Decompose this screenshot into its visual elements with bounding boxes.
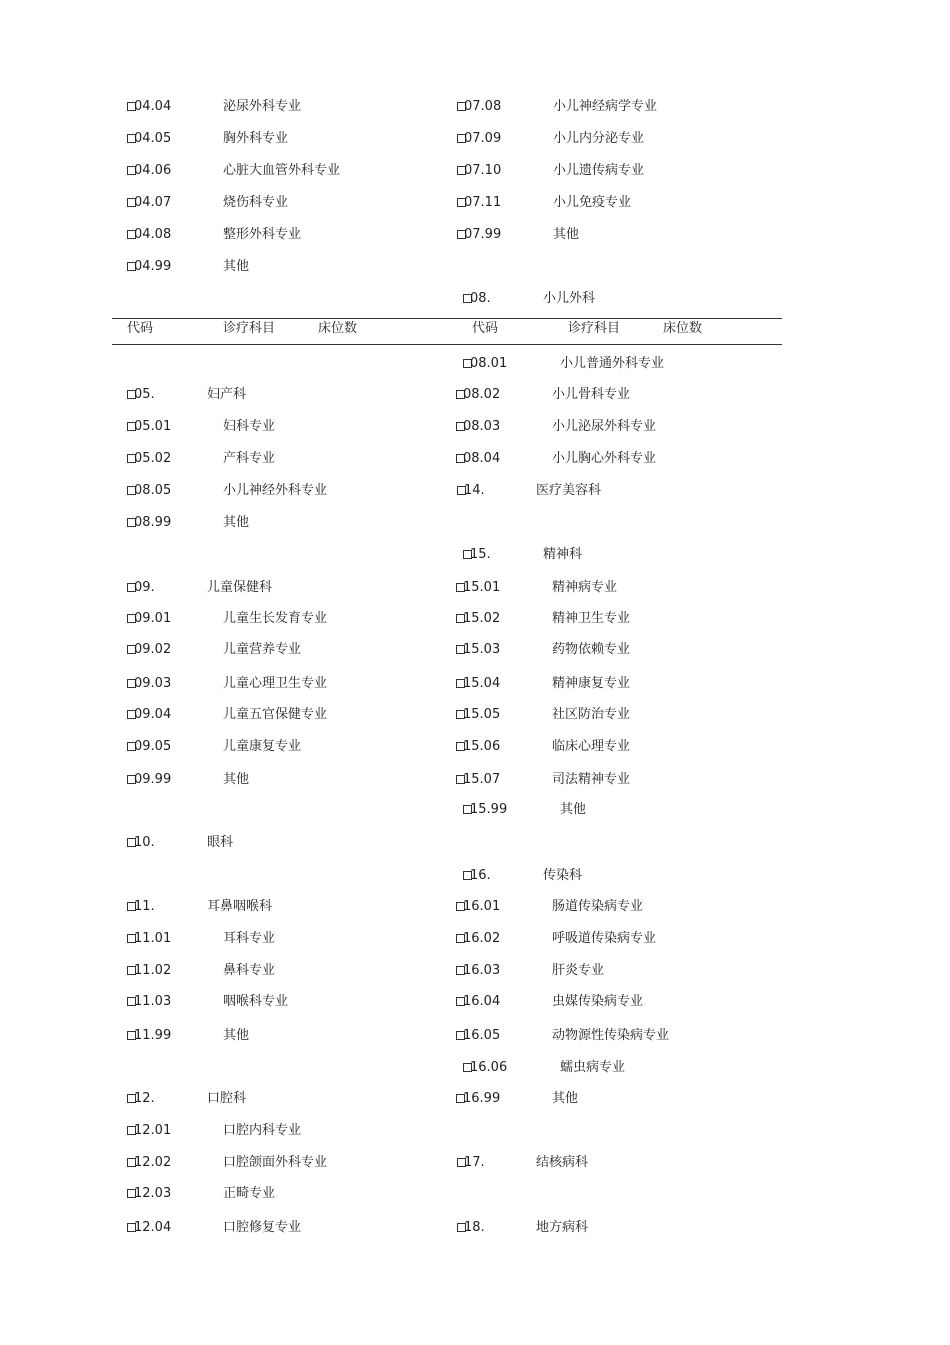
table-row xyxy=(0,418,950,436)
entry-code: 15.03 xyxy=(456,641,500,659)
entry-code: 09.02 xyxy=(127,641,171,659)
entry-label: 其他 xyxy=(223,772,250,787)
entry-code: 15.04 xyxy=(456,675,500,693)
entry-label: 虫媒传染病专业 xyxy=(552,994,644,1009)
entry-label: 烧伤科专业 xyxy=(223,195,289,210)
entry-label: 产科专业 xyxy=(223,451,276,466)
header-beds-left: 床位数 xyxy=(318,321,358,336)
entry-label: 其他 xyxy=(560,802,587,817)
entry-code: 12.03 xyxy=(127,1185,171,1203)
entry-code: 09.04 xyxy=(127,706,171,724)
entry-code: 08.05 xyxy=(127,482,171,500)
entry-code: 09.99 xyxy=(127,771,171,789)
entry-label: 其他 xyxy=(552,1091,579,1106)
table-row xyxy=(0,1059,950,1077)
table-row xyxy=(0,579,950,597)
table-row xyxy=(0,546,950,564)
entry-code: 16.99 xyxy=(456,1090,500,1108)
table-row xyxy=(0,738,950,756)
entry-code: 11.02 xyxy=(127,962,171,980)
entry-label: 耳鼻咽喉科 xyxy=(207,899,273,914)
entry-code: 11. xyxy=(127,898,155,916)
entry-label: 小儿泌尿外科专业 xyxy=(552,419,657,434)
entry-code: 04.06 xyxy=(127,162,171,180)
entry-code: 12.01 xyxy=(127,1122,171,1140)
entry-code: 16.03 xyxy=(456,962,500,980)
entry-label: 整形外科专业 xyxy=(223,227,302,242)
entry-code: 08.02 xyxy=(456,386,500,404)
entry-code: 04.08 xyxy=(127,226,171,244)
entry-label: 口腔颌面外科专业 xyxy=(223,1155,328,1170)
entry-code: 18. xyxy=(457,1219,485,1237)
entry-label: 小儿遗传病专业 xyxy=(553,163,645,178)
table-row xyxy=(0,610,950,628)
entry-label: 地方病科 xyxy=(536,1220,589,1235)
entry-code: 15.07 xyxy=(456,771,500,789)
entry-code: 09.03 xyxy=(127,675,171,693)
entry-code: 05.01 xyxy=(127,418,171,436)
entry-label: 小儿神经外科专业 xyxy=(223,483,328,498)
entry-code: 16.02 xyxy=(456,930,500,948)
entry-label: 胸外科专业 xyxy=(223,131,289,146)
table-row xyxy=(0,98,950,116)
table-row xyxy=(0,1027,950,1045)
entry-code: 08. xyxy=(463,290,491,308)
table-row xyxy=(0,930,950,948)
entry-label: 其他 xyxy=(223,259,250,274)
entry-code: 07.10 xyxy=(457,162,501,180)
entry-label: 咽喉科专业 xyxy=(223,994,289,1009)
table-row xyxy=(0,867,950,885)
entry-label: 口腔修复专业 xyxy=(223,1220,302,1235)
entry-label: 精神科 xyxy=(543,547,583,562)
entry-label: 其他 xyxy=(223,1028,250,1043)
table-row xyxy=(0,641,950,659)
entry-code: 14. xyxy=(457,482,485,500)
entry-label: 儿童生长发育专业 xyxy=(223,611,328,626)
table-row xyxy=(0,1090,950,1108)
entry-code: 12.02 xyxy=(127,1154,171,1172)
table-row xyxy=(0,993,950,1011)
entry-code: 15.06 xyxy=(456,738,500,756)
entry-label: 泌尿外科专业 xyxy=(223,99,302,114)
table-row xyxy=(0,514,950,532)
entry-label: 小儿内分泌专业 xyxy=(553,131,645,146)
table-row xyxy=(0,450,950,468)
header-dept-right: 诊疗科目 xyxy=(568,321,621,336)
entry-code: 05.02 xyxy=(127,450,171,468)
entry-label: 传染科 xyxy=(543,868,583,883)
table-row xyxy=(0,130,950,148)
entry-label: 临床心理专业 xyxy=(552,739,631,754)
entry-code: 15.02 xyxy=(456,610,500,628)
entry-code: 16. xyxy=(463,867,491,885)
table-header xyxy=(0,320,950,338)
entry-label: 医疗美容科 xyxy=(536,483,602,498)
table-row xyxy=(0,1185,950,1203)
table-row xyxy=(0,194,950,212)
table-row xyxy=(0,962,950,980)
entry-label: 儿童营养专业 xyxy=(223,642,302,657)
table-row xyxy=(0,162,950,180)
table-row xyxy=(0,258,950,276)
entry-code: 08.03 xyxy=(456,418,500,436)
entry-label: 呼吸道传染病专业 xyxy=(552,931,657,946)
entry-label: 眼科 xyxy=(207,835,234,850)
header-top-rule xyxy=(112,318,782,319)
entry-label: 精神病专业 xyxy=(552,580,618,595)
entry-code: 11.99 xyxy=(127,1027,171,1045)
table-row xyxy=(0,386,950,404)
entry-code: 09. xyxy=(127,579,155,597)
table-row xyxy=(0,290,950,308)
entry-code: 10. xyxy=(127,834,155,852)
entry-code: 08.01 xyxy=(463,355,507,373)
entry-label: 小儿外科 xyxy=(543,291,596,306)
entry-code: 08.99 xyxy=(127,514,171,532)
entry-label: 精神康复专业 xyxy=(552,676,631,691)
table-row xyxy=(0,355,950,373)
entry-code: 16.05 xyxy=(456,1027,500,1045)
table-row xyxy=(0,226,950,244)
entry-label: 儿童心理卫生专业 xyxy=(223,676,328,691)
entry-label: 儿童保健科 xyxy=(207,580,273,595)
header-bottom-rule xyxy=(112,344,782,345)
entry-label: 口腔科 xyxy=(207,1091,247,1106)
entry-label: 动物源性传染病专业 xyxy=(552,1028,670,1043)
entry-code: 04.99 xyxy=(127,258,171,276)
table-row xyxy=(0,675,950,693)
entry-label: 小儿普通外科专业 xyxy=(560,356,665,371)
table-row xyxy=(0,482,950,500)
entry-label: 正畸专业 xyxy=(223,1186,276,1201)
table-row xyxy=(0,706,950,724)
entry-label: 结核病科 xyxy=(536,1155,589,1170)
entry-label: 肠道传染病专业 xyxy=(552,899,644,914)
entry-code: 15.05 xyxy=(456,706,500,724)
entry-code: 12. xyxy=(127,1090,155,1108)
entry-code: 04.04 xyxy=(127,98,171,116)
entry-code: 07.08 xyxy=(457,98,501,116)
entry-label: 小儿神经病学专业 xyxy=(553,99,658,114)
header-code-left: 代码 xyxy=(127,321,154,336)
entry-code: 07.99 xyxy=(457,226,501,244)
entry-label: 口腔内科专业 xyxy=(223,1123,302,1138)
entry-code: 15. xyxy=(463,546,491,564)
entry-code: 07.09 xyxy=(457,130,501,148)
entry-label: 司法精神专业 xyxy=(552,772,631,787)
entry-label: 精神卫生专业 xyxy=(552,611,631,626)
entry-code: 11.03 xyxy=(127,993,171,1011)
table-row xyxy=(0,801,950,819)
entry-code: 15.99 xyxy=(463,801,507,819)
entry-label: 儿童康复专业 xyxy=(223,739,302,754)
entry-label: 儿童五官保健专业 xyxy=(223,707,328,722)
entry-label: 心脏大血管外科专业 xyxy=(223,163,341,178)
table-row xyxy=(0,1154,950,1172)
entry-label: 小儿胸心外科专业 xyxy=(552,451,657,466)
header-code-right: 代码 xyxy=(472,321,499,336)
entry-code: 09.05 xyxy=(127,738,171,756)
entry-code: 12.04 xyxy=(127,1219,171,1237)
entry-code: 16.06 xyxy=(463,1059,507,1077)
entry-code: 05. xyxy=(127,386,155,404)
header-beds-right: 床位数 xyxy=(663,321,703,336)
entry-label: 社区防治专业 xyxy=(552,707,631,722)
entry-code: 08.04 xyxy=(456,450,500,468)
entry-code: 11.01 xyxy=(127,930,171,948)
table-row xyxy=(0,1122,950,1140)
table-row xyxy=(0,771,950,789)
entry-code: 16.01 xyxy=(456,898,500,916)
entry-label: 妇科专业 xyxy=(223,419,276,434)
entry-code: 15.01 xyxy=(456,579,500,597)
entry-label: 肝炎专业 xyxy=(552,963,605,978)
entry-label: 小儿免疫专业 xyxy=(553,195,632,210)
table-row xyxy=(0,898,950,916)
table-row xyxy=(0,1219,950,1237)
entry-label: 蠕虫病专业 xyxy=(560,1060,626,1075)
entry-code: 04.07 xyxy=(127,194,171,212)
entry-label: 其他 xyxy=(223,515,250,530)
entry-code: 04.05 xyxy=(127,130,171,148)
entry-label: 小儿骨科专业 xyxy=(552,387,631,402)
entry-code: 07.11 xyxy=(457,194,501,212)
table-row xyxy=(0,834,950,852)
header-dept-left: 诊疗科目 xyxy=(223,321,276,336)
entry-code: 16.04 xyxy=(456,993,500,1011)
entry-label: 妇产科 xyxy=(207,387,247,402)
entry-code: 17. xyxy=(457,1154,485,1172)
entry-label: 耳科专业 xyxy=(223,931,276,946)
entry-label: 其他 xyxy=(553,227,580,242)
entry-label: 鼻科专业 xyxy=(223,963,276,978)
entry-code: 09.01 xyxy=(127,610,171,628)
entry-label: 药物依赖专业 xyxy=(552,642,631,657)
